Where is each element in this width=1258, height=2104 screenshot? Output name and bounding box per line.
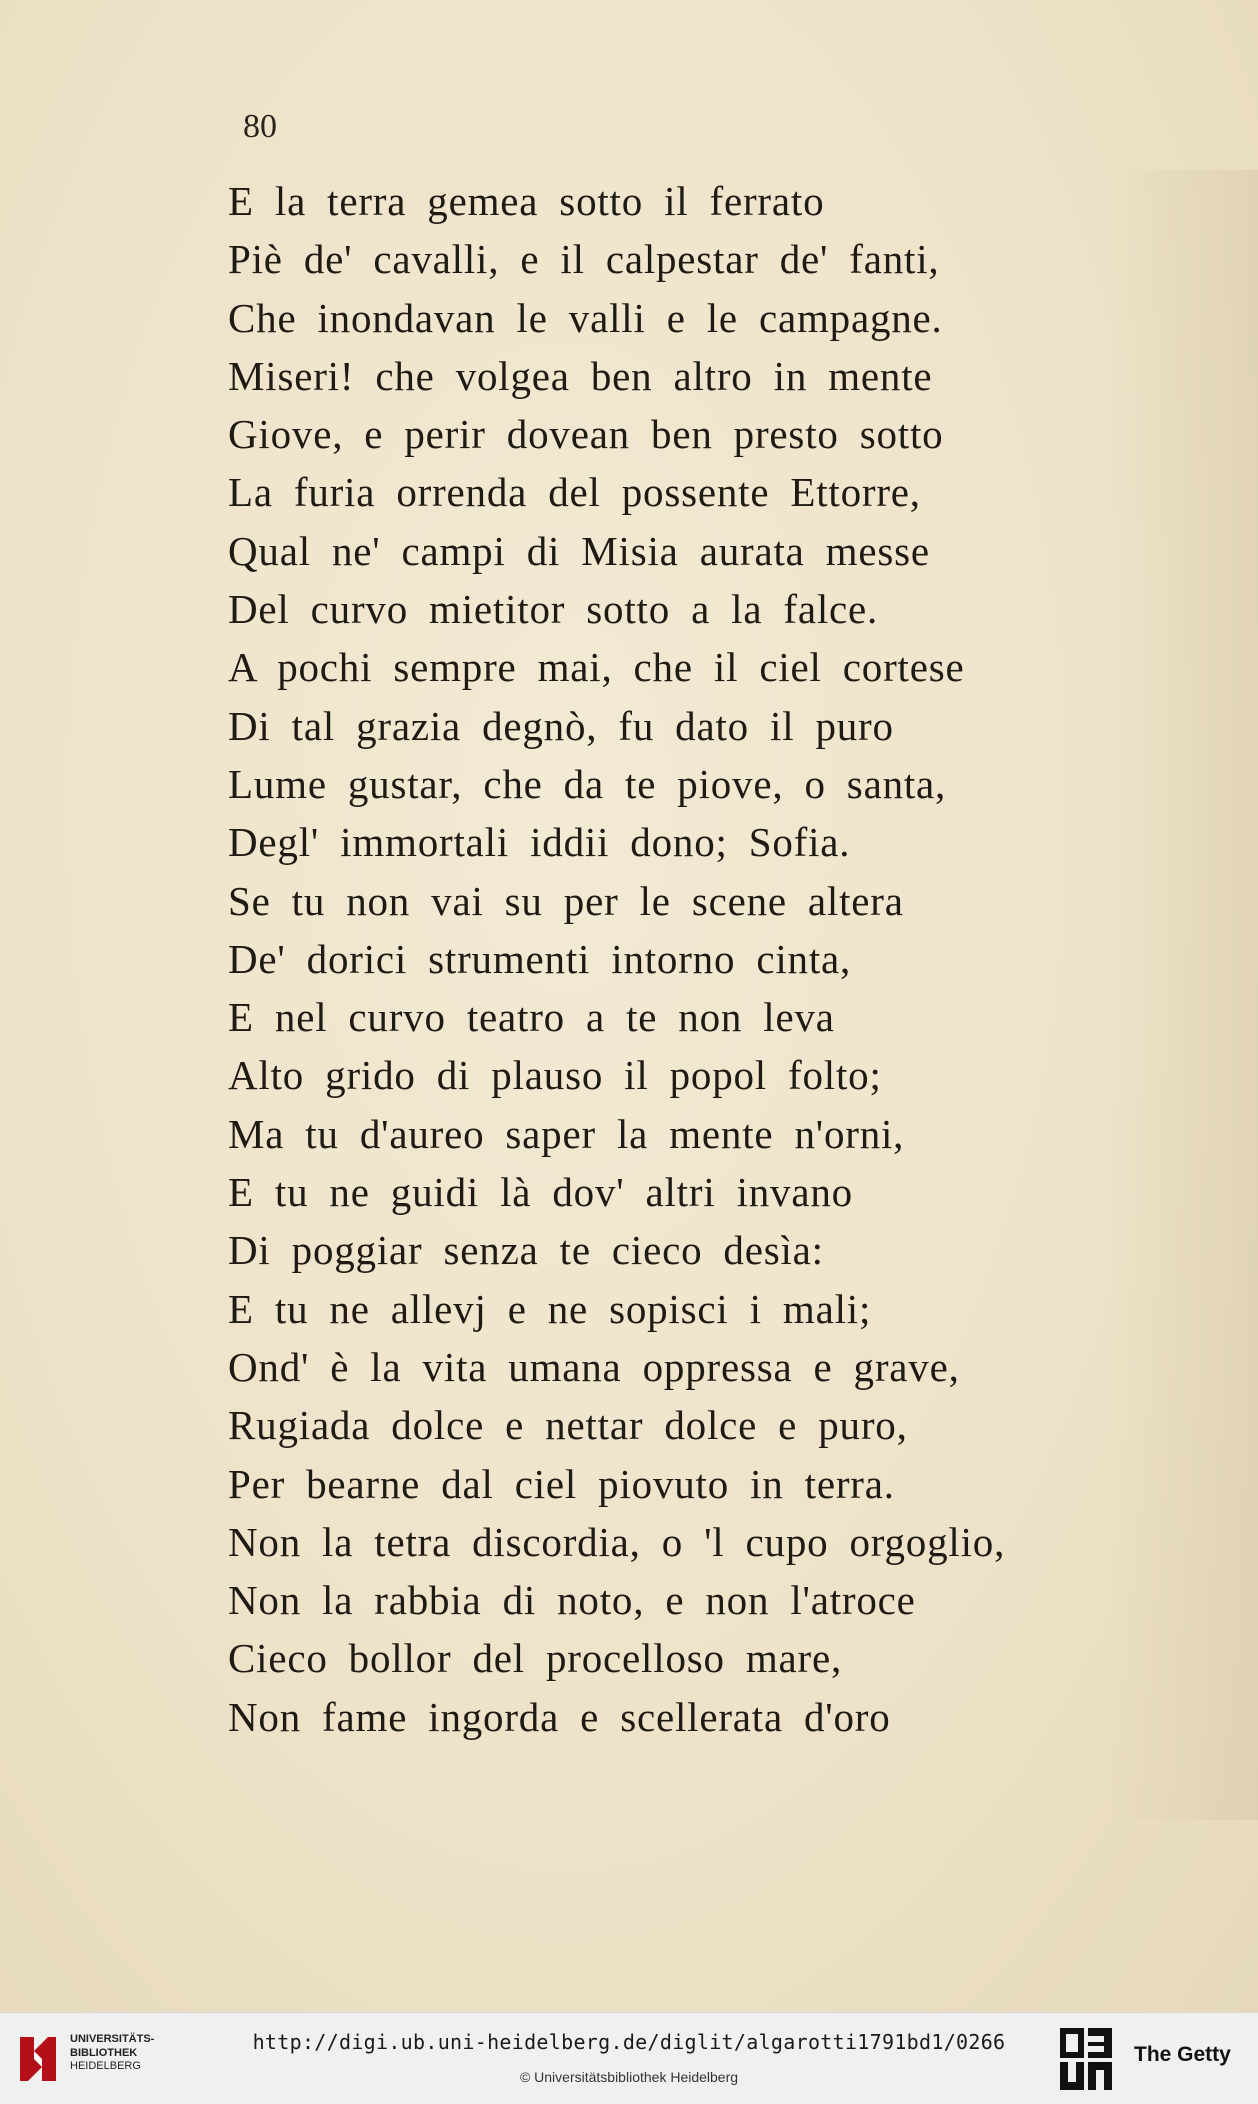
library-logo-line-3: HEIDELBERG: [70, 2060, 141, 2072]
library-logo-line-1: UNIVERSITÄTS-: [70, 2033, 155, 2045]
footer-bar: [0, 2012, 1258, 2104]
poem-line: Rugiada dolce e nettar dolce e puro,: [228, 1402, 908, 1449]
poem-line: Lume gustar, che da te piove, o santa,: [228, 760, 947, 807]
page-number: 80: [243, 108, 277, 145]
poem-line: Non la rabbia di noto, e non l'atroce: [228, 1577, 916, 1624]
poem-line: Alto grido di plauso il popol folto;: [228, 1052, 882, 1099]
poem-line: E la terra gemea sotto il ferrato: [228, 178, 825, 224]
poem-line: Ma tu d'aureo saper la mente n'orni,: [228, 1110, 905, 1157]
poem-text: [228, 172, 1148, 1746]
poem-line: E tu ne guidi là dov' altri invano: [228, 1169, 853, 1216]
poem-line: Se tu non vai su per le scene altera: [228, 877, 904, 924]
poem-line: Di poggiar senza te cieco desìa:: [228, 1227, 824, 1274]
poem-line: Qual ne' campi di Misia aurata messe: [228, 527, 930, 574]
poem-line: De' dorici strumenti intorno cinta,: [228, 935, 852, 982]
poem-line: Cieco bollor del procelloso mare,: [228, 1635, 843, 1682]
poem-line: Che inondavan le valli e le campagne.: [228, 294, 943, 341]
poem-line: Non fame ingorda e scellerata d'oro: [228, 1693, 891, 1740]
poem-line: Giove, e perir dovean ben presto sotto: [228, 411, 944, 458]
library-logo-line-2: BIBLIOTHEK: [70, 2046, 138, 2059]
poem-line: Piè de' cavalli, e il calpestar de' fanti,: [228, 236, 940, 283]
poem-line: A pochi sempre mai, che il ciel cortese: [228, 644, 965, 691]
getty-label[interactable]: The Getty: [1134, 2043, 1231, 2066]
poem-line: Miseri! che volgea ben altro in mente: [228, 352, 933, 399]
poem-line: La furia orrenda del possente Ettorre,: [228, 469, 921, 516]
poem-line: Degl' immortali iddii dono; Sofia.: [228, 819, 851, 866]
poem-line: Ond' è la vita umana oppressa e grave,: [228, 1343, 960, 1390]
poem-line: Per bearne dal ciel piovuto in terra.: [228, 1460, 895, 1507]
poem-line: Di tal grazia degnò, fu dato il puro: [228, 702, 894, 749]
poem-line: Del curvo mietitor sotto a la falce.: [228, 586, 879, 633]
poem-line: E nel curvo teatro a te non leva: [228, 994, 835, 1041]
poem-line: Non la tetra discordia, o 'l cupo orgoglio,: [228, 1518, 1006, 1565]
copyright-notice: © Universitätsbibliothek Heidelberg: [519, 2069, 739, 2085]
permalink-url[interactable]: http://digi.ub.uni-heidelberg.de/diglit/algarotti1791bd1/0266: [252, 2030, 1006, 2054]
getty-logo-icon[interactable]: [1058, 2026, 1114, 2092]
poem-line: E tu ne allevj e ne sopisci i mali;: [228, 1285, 872, 1332]
